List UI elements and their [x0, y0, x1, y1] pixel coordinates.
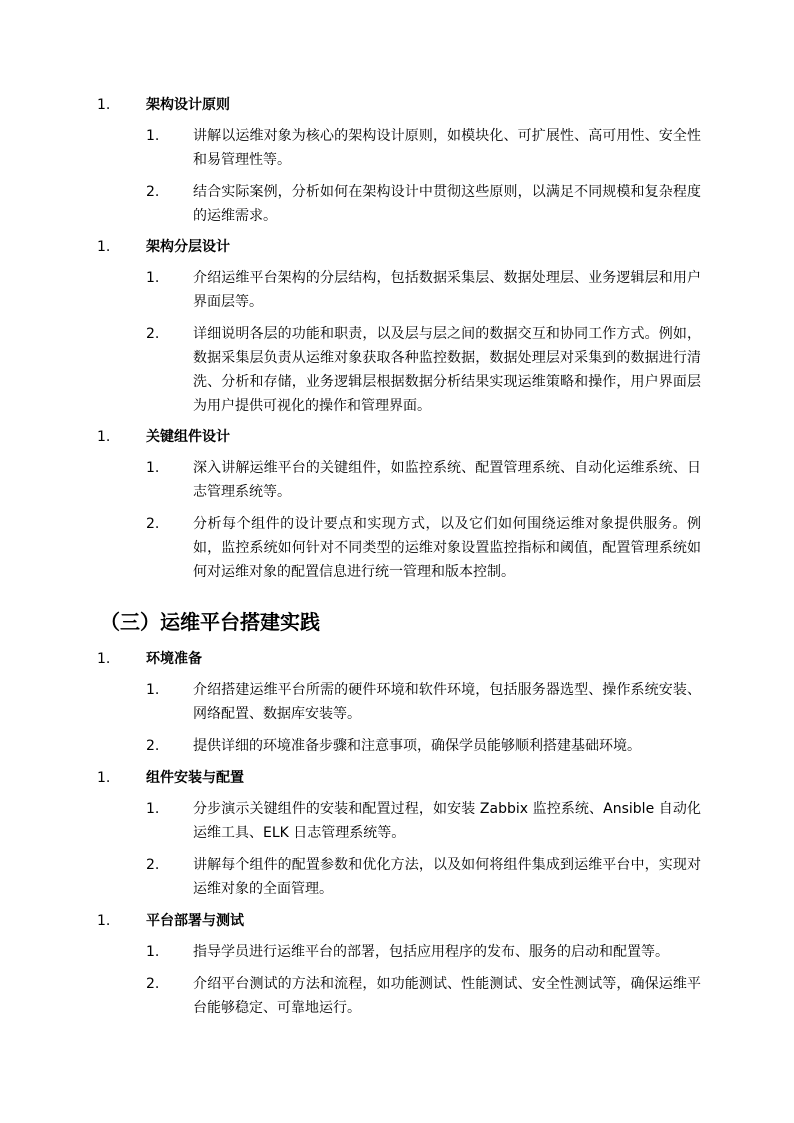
list-item-number: 1.	[146, 944, 160, 960]
outline-group	[0, 235, 794, 418]
list-item	[0, 972, 794, 1020]
list-item-text: 讲解以运维对象为核心的架构设计原则，如模块化、可扩展性、高可用性、安全性和易管理性等。	[193, 128, 701, 168]
list-item	[0, 124, 794, 172]
group-title: 平台部署与测试	[146, 913, 244, 929]
outline-group	[0, 909, 794, 1020]
list-item-text: 指导学员进行运维平台的部署，包括应用程序的发布、服务的启动和配置等。	[193, 944, 669, 960]
bottom-outline	[0, 647, 794, 1020]
outline-group	[0, 425, 794, 584]
list-item-number: 1.	[146, 270, 160, 286]
list-item-text: 详细说明各层的功能和职责，以及层与层之间的数据交互和协同工作方式。例如，数据采集层负责从运维对象获取各种监控数据，数据处理层对采集到的数据进行清洗、分析和存储，业务逻辑层根据数据分析结果实现运维策略和操作，用户界面层为用户提供可视化的操作和管理界面。	[193, 326, 701, 414]
group-heading	[0, 235, 794, 259]
list-item-number: 1.	[146, 801, 160, 817]
group-heading	[0, 909, 794, 933]
group-number: 1.	[97, 429, 111, 445]
list-item-number: 2.	[146, 857, 160, 873]
list-item-number: 2.	[146, 184, 160, 200]
list-item-text: 分步演示关键组件的安装和配置过程，如安装 Zabbix 监控系统、Ansible 自动化运维工具、ELK 日志管理系统等。	[193, 801, 701, 841]
list-item-number: 1.	[146, 128, 160, 144]
group-title: 关键组件设计	[146, 429, 230, 445]
group-number: 1.	[97, 97, 111, 113]
list-item-text: 分析每个组件的设计要点和实现方式，以及它们如何围绕运维对象提供服务。例如，监控系统如何针对不同类型的运维对象设置监控指标和阈值，配置管理系统如何对运维对象的配置信息进行统一管理和版本控制。	[193, 516, 701, 580]
list-item-text: 介绍运维平台架构的分层结构，包括数据采集层、数据处理层、业务逻辑层和用户界面层等。	[193, 270, 701, 310]
group-heading	[0, 647, 794, 671]
list-item-number: 1.	[146, 460, 160, 476]
list-item	[0, 512, 794, 584]
group-number: 1.	[97, 651, 111, 667]
list-item-number: 1.	[146, 682, 160, 698]
outline-group	[0, 647, 794, 758]
group-heading	[0, 425, 794, 449]
outline-group	[0, 93, 794, 228]
list-item-number: 2.	[146, 516, 160, 532]
group-number: 1.	[97, 770, 111, 786]
list-item	[0, 180, 794, 228]
list-item-text: 讲解每个组件的配置参数和优化方法，以及如何将组件集成到运维平台中，实现对运维对象的全面管理。	[193, 857, 701, 897]
list-item-text: 介绍搭建运维平台所需的硬件环境和软件环境，包括服务器选型、操作系统安装、网络配置、数据库安装等。	[193, 682, 701, 722]
top-outline	[0, 93, 794, 584]
list-item	[0, 797, 794, 845]
list-item	[0, 734, 794, 758]
list-item-number: 2.	[146, 976, 160, 992]
list-item	[0, 853, 794, 901]
list-item	[0, 940, 794, 964]
section-title: （三）运维平台搭建实践	[100, 610, 320, 634]
group-heading	[0, 93, 794, 117]
outline-group	[0, 766, 794, 901]
group-heading	[0, 766, 794, 790]
list-item	[0, 456, 794, 504]
list-item-text: 结合实际案例，分析如何在架构设计中贯彻这些原则，以满足不同规模和复杂程度的运维需求。	[193, 184, 701, 224]
list-item-text: 提供详细的环境准备步骤和注意事项，确保学员能够顺利搭建基础环境。	[193, 738, 641, 754]
group-number: 1.	[97, 913, 111, 929]
group-number: 1.	[97, 239, 111, 255]
group-title: 组件安装与配置	[146, 770, 244, 786]
group-title: 架构设计原则	[146, 97, 230, 113]
list-item-text: 深入讲解运维平台的关键组件，如监控系统、配置管理系统、自动化运维系统、日志管理系统等。	[193, 460, 701, 500]
list-item-number: 2.	[146, 738, 160, 754]
list-item	[0, 266, 794, 314]
list-item	[0, 322, 794, 418]
list-item-number: 2.	[146, 326, 160, 342]
group-title: 环境准备	[146, 651, 202, 667]
list-item-text: 介绍平台测试的方法和流程，如功能测试、性能测试、安全性测试等，确保运维平台能够稳定、可靠地运行。	[193, 976, 701, 1016]
group-title: 架构分层设计	[146, 239, 230, 255]
list-item	[0, 678, 794, 726]
